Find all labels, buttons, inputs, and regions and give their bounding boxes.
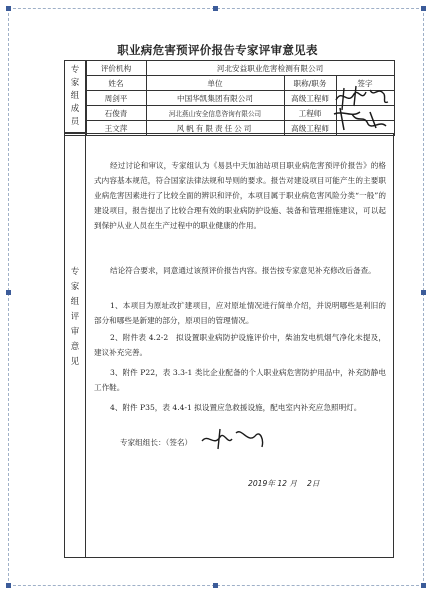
resize-handle-top[interactable] (213, 6, 218, 11)
member-unit: 中国华凯集团有限公司 (146, 91, 284, 106)
resize-handle-top-right[interactable] (421, 6, 426, 11)
header-unit: 单位 (146, 76, 284, 91)
document-title: 职业病危害预评价报告专家评审意见表 (117, 43, 318, 57)
member-signatures-handwriting (330, 84, 398, 136)
expert-members-label: 专家组成员 (70, 65, 80, 127)
opinion-paragraph-1: 经过讨论和审议，专家组认为《易县中天加油站项目职业病危害预评价报告》的格式内容基本规范，符合国家法律法规和导则的要求。报告对建设项目可能产生的主要职业病危害因素进行了比较全面的辨识和评价，本项目属于职业病危害风险分类“一般”的建设项目，报告提出了比较合理有效的职业病防护设施、装备和管理措施建议，可以起到保护从业人员在生产过程中的职业健康的作用。 (94, 161, 386, 230)
org-row (64, 61, 394, 76)
org-label: 评价机构 (86, 61, 146, 76)
member-title: 工程师 (284, 106, 336, 121)
resize-handle-bottom[interactable] (213, 583, 218, 588)
resize-handle-bottom-right[interactable] (421, 583, 426, 588)
member-name: 周剑平 (86, 91, 146, 106)
member-name: 石俊青 (86, 106, 146, 121)
opinion-paragraph-5: 3、附件 P22，表 3.3-1 类比企业配备的个人职业病危害防护用品中，补充防静电工作鞋。 (94, 368, 386, 392)
leader-signature-handwriting (198, 425, 268, 453)
date-text: 2019年 12 月 2日 (248, 479, 320, 488)
resize-handle-left[interactable] (6, 290, 11, 295)
resize-handle-top-left[interactable] (6, 6, 11, 11)
org-value: 河北安益职业危害检测有限公司 (146, 61, 394, 76)
leader-signature-label: 专家组组长：（签名） (120, 438, 193, 447)
opinion-paragraph-3: 1、本项目为原址改扩建项目，应对原址情况进行简单介绍，并说明哪些是利旧的部分和哪些是新建的部分，原项目的管理情况。 (94, 301, 386, 325)
resize-handle-bottom-left[interactable] (6, 583, 11, 588)
opinion-paragraph-2: 结论符合要求，同意通过该预评价报告内容。报告按专家意见补充修改后备查。 (110, 266, 376, 275)
header-title: 职称/职务 (284, 76, 336, 91)
opinion-label: 专家组评审意见 (70, 267, 80, 367)
member-title: 高级工程师 (284, 91, 336, 106)
opinion-paragraph-4: 2、附件表 4.2-2 拟设置职业病防护设施评价中，柴油发电机烟气净化未提及，建议补充完善。 (94, 333, 386, 357)
header-name: 姓名 (86, 76, 146, 91)
resize-handle-right[interactable] (421, 290, 426, 295)
member-name: 王文萍 (86, 121, 146, 136)
member-unit: 风帆有限责任公司 (146, 121, 284, 136)
header-signature: 签字 (336, 76, 394, 91)
member-title: 高级工程师 (284, 121, 336, 136)
opinion-paragraph-6: 4、附件 P35，表 4.4-1 拟设置应急救援设施，配电室内补充应急照明灯。 (110, 403, 362, 412)
member-unit: 河北燕山安全信息咨询有限公司 (146, 106, 284, 121)
